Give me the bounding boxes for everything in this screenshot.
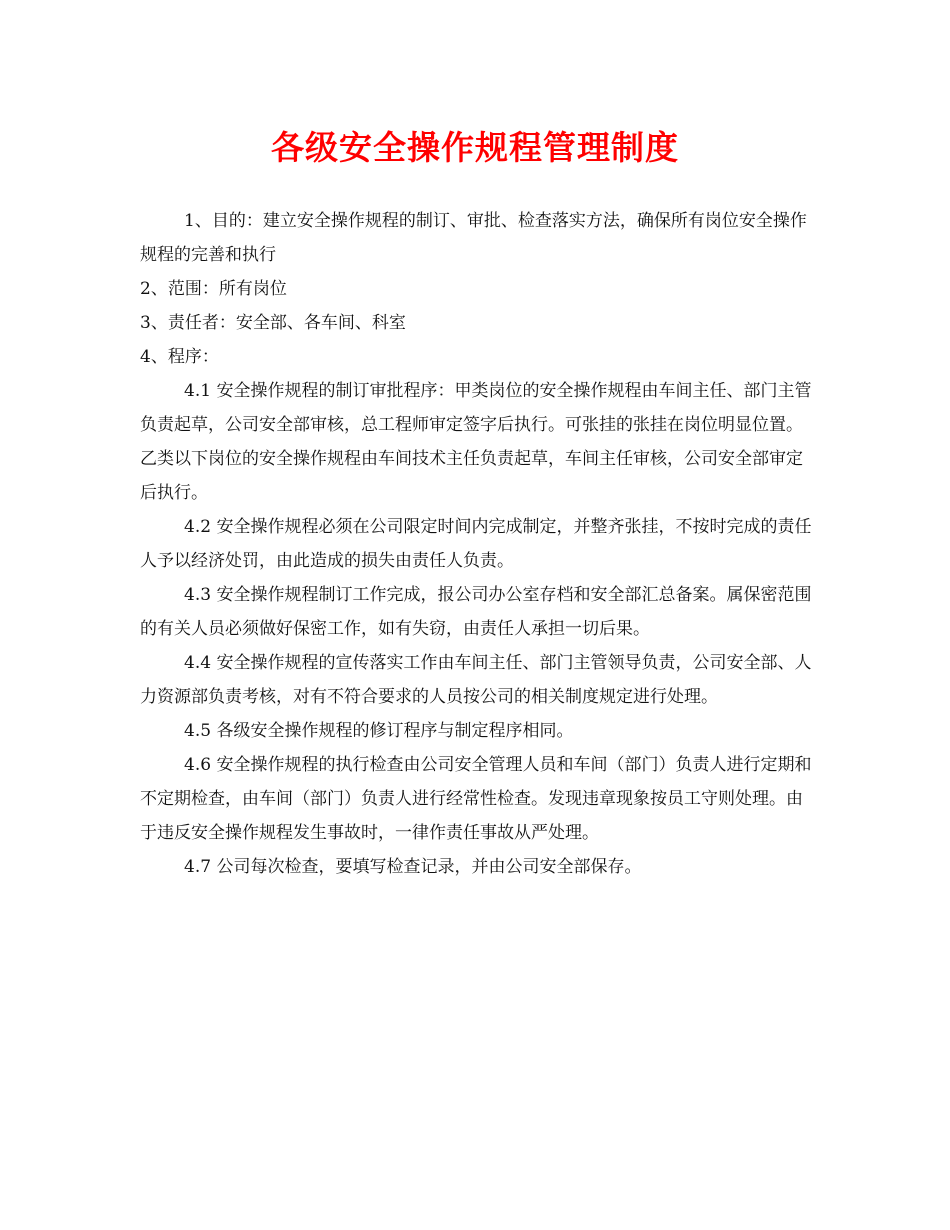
paragraph-4-7: 4.7 公司每次检查，要填写检查记录，并由公司安全部保存。 [184, 857, 642, 877]
paragraph-4-5: 4.5 各级安全操作规程的修订程序与制定程序相同。 [184, 721, 574, 741]
paragraph-4-4: 4.4 安全操作规程的宣传落实工作由车间主任、部门主管领导负责，公司安全部、人力资源部负责考核，对有不符合要求的人员按公司的相关制度规定进行处理。 [140, 653, 812, 707]
paragraph-4-3: 4.3 安全操作规程制订工作完成，报公司办公室存档和安全部汇总备案。属保密范围的有关人员必须做好保密工作，如有失窃，由责任人承担一切后果。 [140, 585, 812, 639]
paragraph-purpose: 1、目的：建立安全操作规程的制订、审批、检查落实方法，确保所有岗位安全操作规程的完善和执行 [140, 211, 807, 265]
paragraph-procedure: 4、程序： [140, 347, 219, 367]
document-title: 各级安全操作规程管理制度 [271, 128, 679, 167]
document-body [140, 204, 812, 884]
paragraph-4-6: 4.6 安全操作规程的执行检查由公司安全管理人员和车间（部门）负责人进行定期和不定期检查，由车间（部门）负责人进行经常性检查。发现违章现象按员工守则处理。由于违反安全操作规程发生事故时，一律作责任事故从严处理。 [140, 755, 812, 843]
paragraph-4-2: 4.2 安全操作规程必须在公司限定时间内完成制定，并整齐张挂，不按时完成的责任人予以经济处罚，由此造成的损失由责任人负责。 [140, 517, 812, 571]
paragraph-scope: 2、范围：所有岗位 [140, 279, 287, 299]
paragraph-responsible: 3、责任者：安全部、各车间、科室 [140, 313, 406, 333]
paragraph-4-1: 4.1 安全操作规程的制订审批程序：甲类岗位的安全操作规程由车间主任、部门主管负责起草，公司安全部审核，总工程师审定签字后执行。可张挂的张挂在岗位明显位置。乙类以下岗位的安全操作规程由车间技术主任负责起草，车间主任审核，公司安全部审定后执行。 [140, 381, 812, 503]
